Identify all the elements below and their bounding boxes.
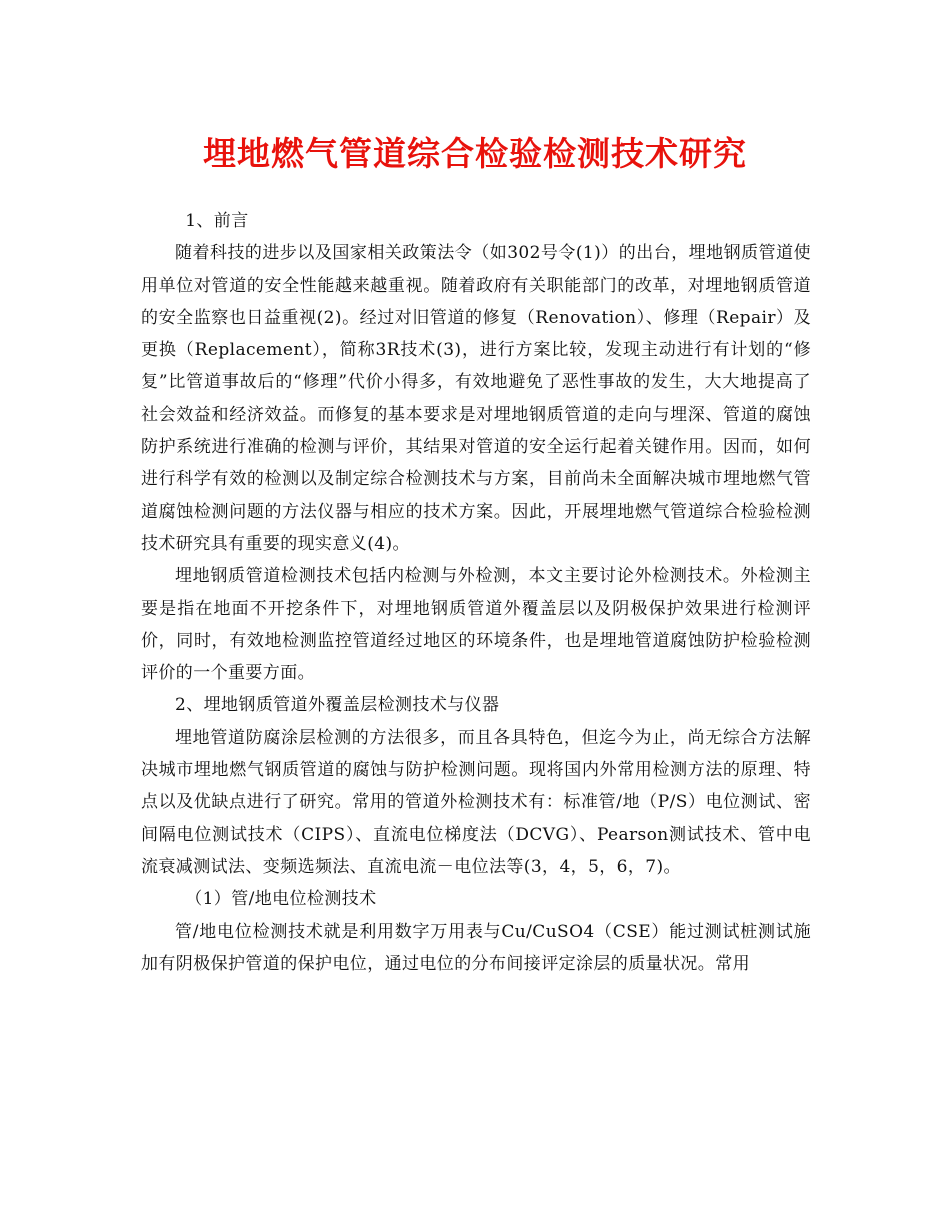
subsection-heading-potential: （1）管/地电位检测技术 xyxy=(185,889,377,910)
section-heading-preface: 1、前言 xyxy=(185,211,249,231)
document-title: 埋地燃气管道综合检验检测技术研究 xyxy=(203,134,747,173)
paragraph-potential-technique: 管/地电位检测技术就是利用数字万用表与Cu/CuSO4（CSE）能过测试桩测试施加有阴极保护管道的保护电位，通过电位的分布间接评定涂层的质量状况。常用 xyxy=(141,921,811,974)
section-heading-coating-inspection: 2、埋地钢质管道外覆盖层检测技术与仪器 xyxy=(175,695,500,716)
document-body xyxy=(141,205,811,980)
paragraph-intro: 随着科技的进步以及国家相关政策法令（如302号令(1)）的出台，埋地钢质管道使用单位对管道的安全性能越来越重视。随着政府有关职能部门的改革，对埋地钢质管道的安全监察也日益重视(2)。经过对旧管道的修复（Renovation）、修理（Repair）及更换（Replacement），简称3R技术(3)，进行方案比较，发现主动进行有计划的“修复”比管道事故后的“修理”代价小得多，有效地避免了恶性事故的发生，大大地提高了社会效益和经济效益。而修复的基本要求是对埋地钢质管道的走向与埋深、管道的腐蚀防护系统进行准确的检测与评价，其结果对管道的安全运行起着关键作用。因而，如何进行科学有效的检测以及制定综合检测技术与方案，目前尚未全面解决城市埋地燃气管道腐蚀检测问题的方法仪器与相应的技术方案。因此，开展埋地燃气管道综合检验检测技术研究具有重要的现实意义(4)。 xyxy=(141,243,811,554)
paragraph-coating-methods: 埋地管道防腐涂层检测的方法很多，而且各具特色，但迄今为止，尚无综合方法解决城市埋地燃气钢质管道的腐蚀与防护检测问题。现将国内外常用检测方法的原理、特点以及优缺点进行了研究。常用的管道外检测技术有：标准管/地（P/S）电位测试、密间隔电位测试技术（CIPS）、直流电位梯度法（DCVG）、Pearson测试技术、管中电流衰减测试法、变频选频法、直流电流－电位法等(3，4，5，6，7)。 xyxy=(141,727,811,877)
paragraph-external-inspection: 埋地钢质管道检测技术包括内检测与外检测，本文主要讨论外检测技术。外检测主要是指在地面不开挖条件下，对埋地钢质管道外覆盖层以及阴极保护效果进行检测评价，同时，有效地检测监控管道经过地区的环境条件，也是埋地管道腐蚀防护检验检测评价的一个重要方面。 xyxy=(141,566,811,684)
